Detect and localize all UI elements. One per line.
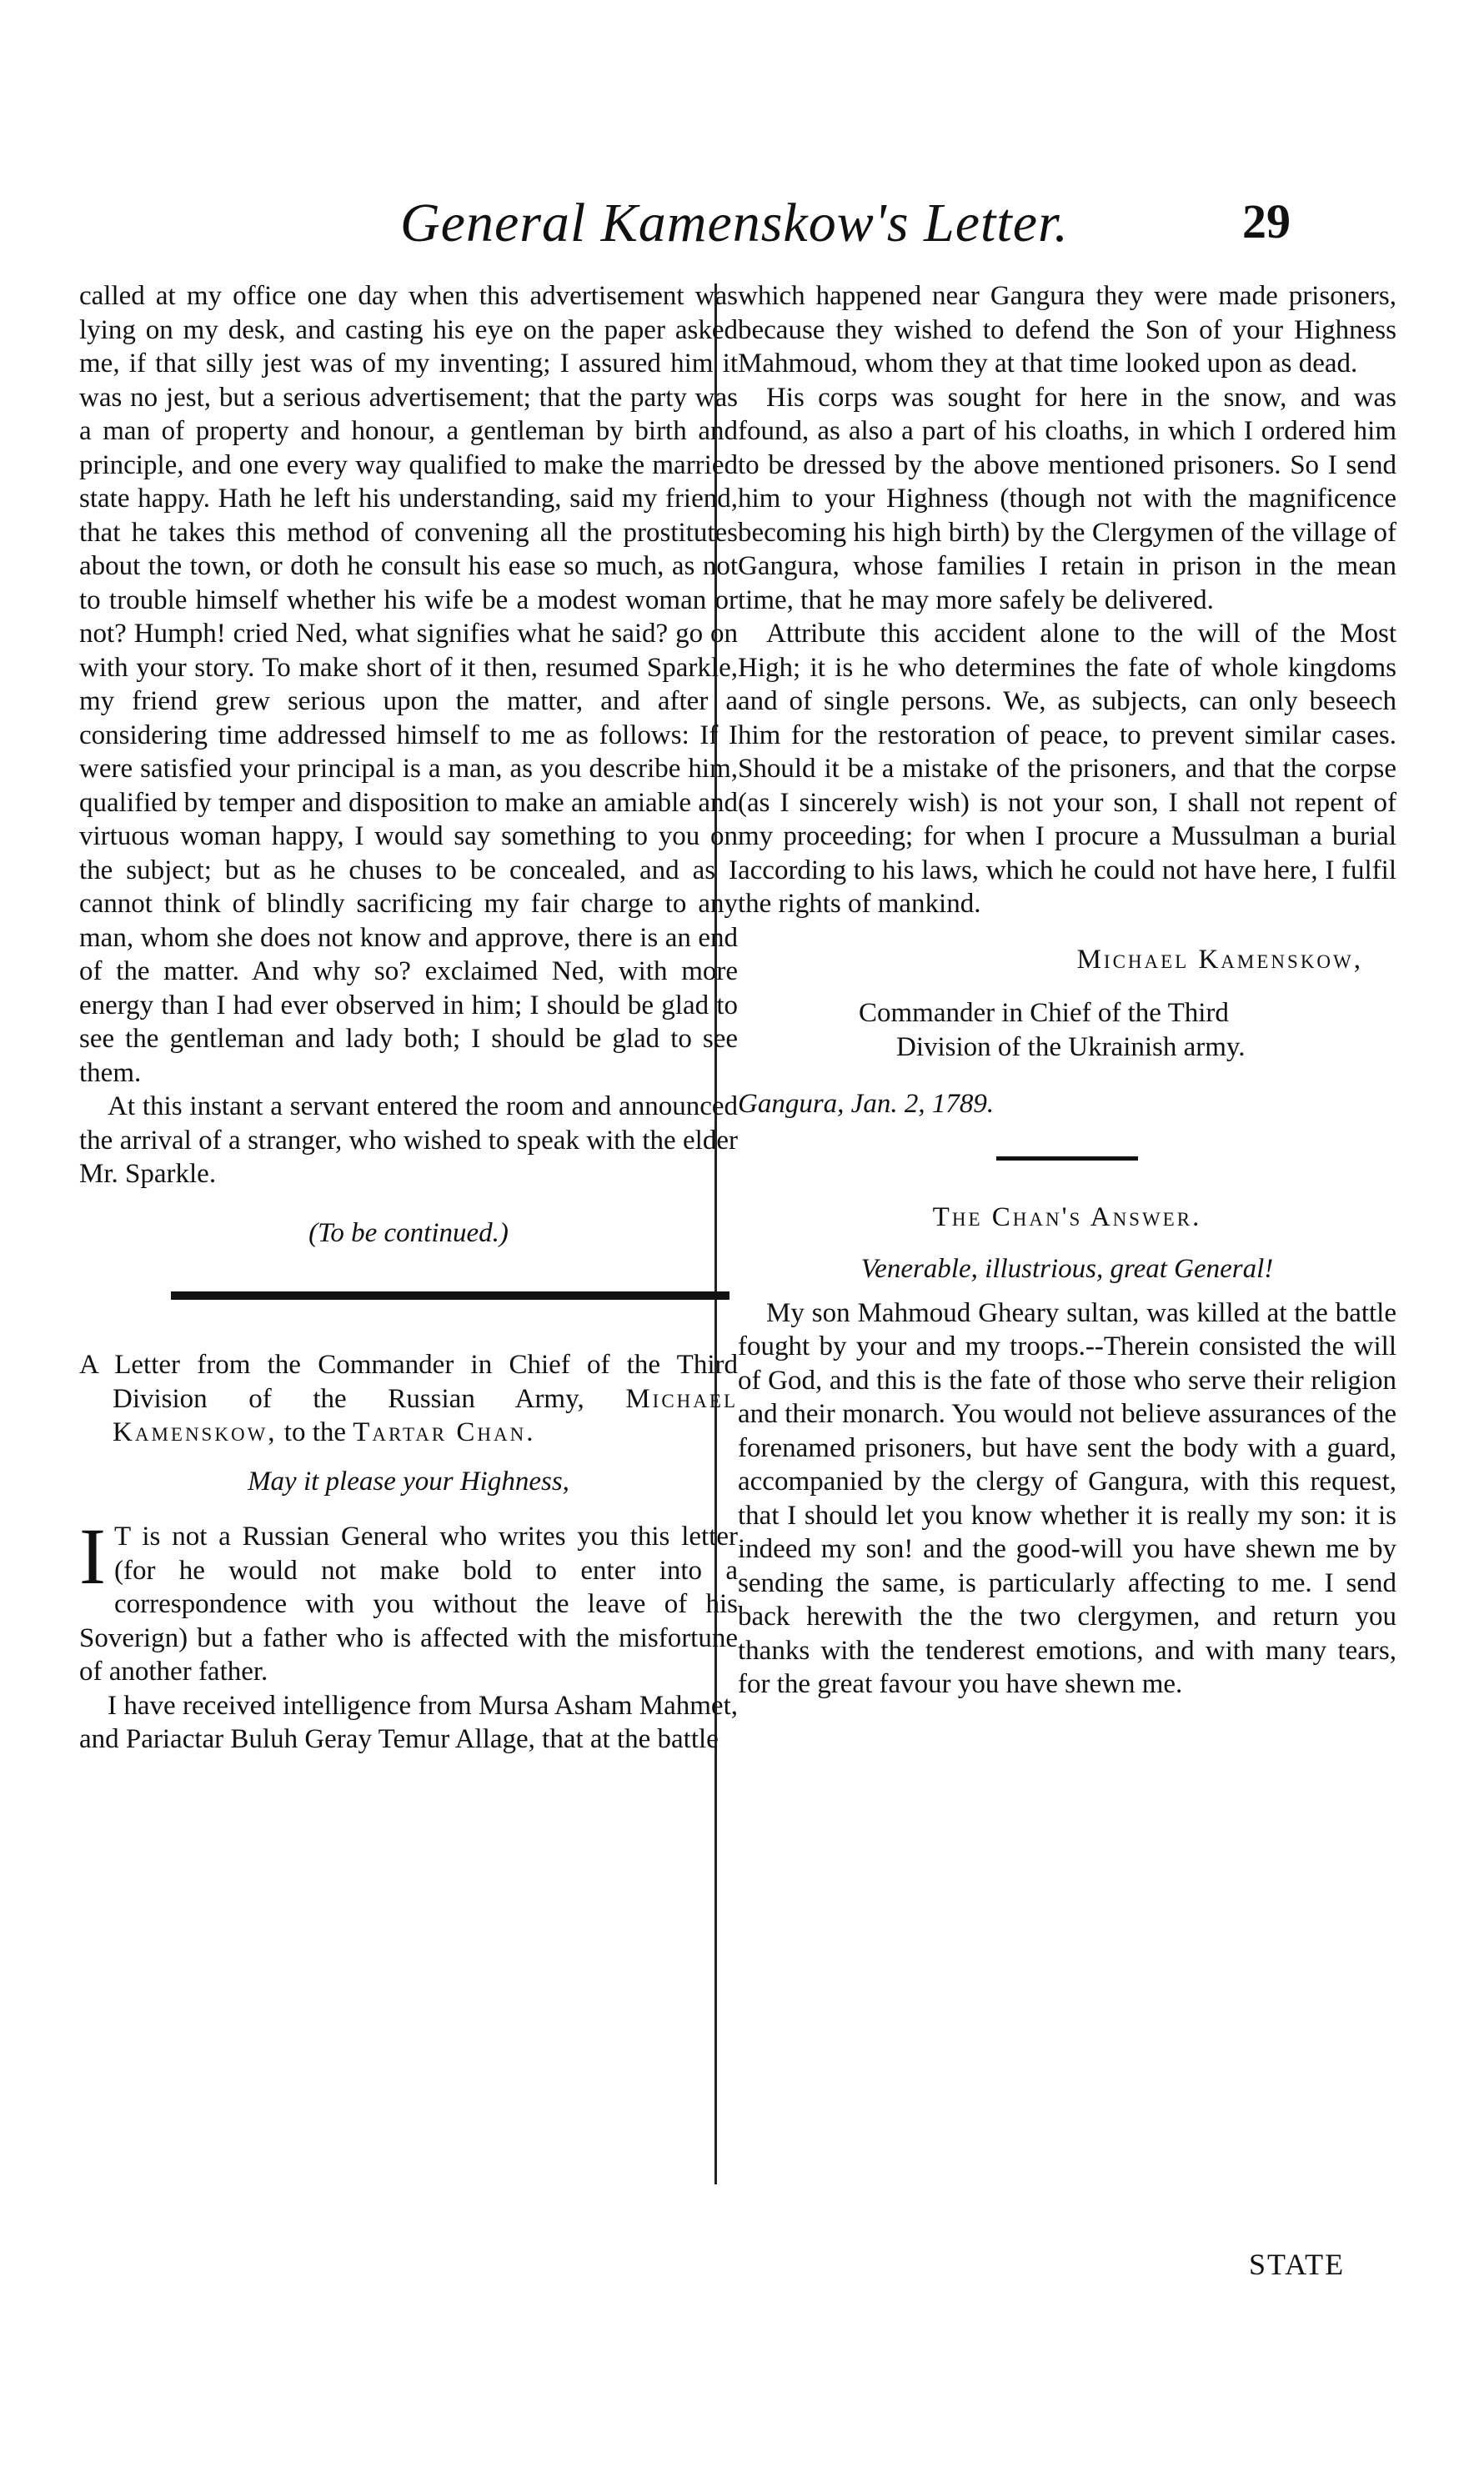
left-column xyxy=(79,279,738,1757)
signature: Michael Kamenskow, xyxy=(1076,944,1363,975)
letter-heading xyxy=(79,1348,738,1450)
page-header xyxy=(0,175,1484,275)
letter-paragraph xyxy=(79,1512,738,1689)
running-title: General Kamenskow's Letter. xyxy=(400,193,1069,253)
letter-paragraph: which happened near Gangura they were made prisoners, because they wished to defend the Son of your Highness Mahmoud, whom they at that time looked upon as dead. xyxy=(738,281,1396,379)
salutation: May it please your Highness, xyxy=(248,1466,569,1497)
dateline: Gangura, Jan. 2, 1789. xyxy=(738,1089,995,1119)
letter-paragraph-1-text: T is not a Russian General who writes you this letter (for he would not make bold to enter into a correspondence with you without the leave of his Soverign) but a father who is affected with the misfortune of another father. xyxy=(79,1522,738,1687)
right-column xyxy=(738,279,1396,1702)
catchword: STATE xyxy=(1249,2248,1346,2281)
letter-heading-mid: to the xyxy=(283,1417,347,1447)
page-number: 29 xyxy=(1242,194,1291,248)
answer-paragraph: My son Mahmoud Gheary sultan, was killed at the battle fought by your and my troops.--Therein consisted the will of God, and this is the fate of those who serve their religion and their monarch. You would not believe assurances of the forenamed prisoners, but have sent the body with a guard, accompanied by the clergy of Gangura, with this request, that I should let you know whether it is really my son: it is indeed my son! and the good-will you have shewn me by sending the same, is particularly affecting to me. I send back herewith the the two clergymen, and return you thanks with the tenderest emotions, and with many tears, for the great favour you have shewn me. xyxy=(738,1297,1396,1699)
letter-heading-recipient: Tartar Chan. xyxy=(353,1417,536,1447)
letter-heading-author: Michael Kamenskow, xyxy=(113,1383,738,1447)
section-rule xyxy=(171,1291,729,1300)
letter-paragraph: His corps was sought for here in the snow, and was found, as also a part of his cloaths, in which I ordered him to be dressed by the above mentioned prisoners. So I send him to your Highness (though not with the magnificence becoming his high birth) by the Clergymen of the village of Gangura, whose families I retain in prison in the mean time, that he may more safely be delivered. xyxy=(738,382,1396,615)
answer-heading: The Chan's Answer. xyxy=(932,1201,1202,1232)
to-be-continued: (To be continued.) xyxy=(308,1217,509,1248)
letter-paragraph: Attribute this accident alone to the will of the Most High; it is he who determines the fate of whole kingdoms and of single persons. We, as subjects, can only beseech him for the restoration of peace, to prevent similar cases. Should it be a mistake of the prisoners, and that the corpse (as I sincerely wish) is not your son, I shall not repent of my proceeding; for when I procure a Mussulman a burial according to his laws, which he could not have here, I fulfil the rights of mankind. xyxy=(738,619,1396,919)
letter-heading-prefix: A Letter from the Commander in Chief of the Third Division of the Russian Army, xyxy=(79,1350,738,1414)
commander-title: Commander in Chief of the Third xyxy=(859,998,1229,1028)
section-rule xyxy=(996,1156,1138,1161)
story-paragraph: called at my office one day when this advertisement was lying on my desk, and casting his eye on the paper asked me, if that silly jest was of my inventing; I assured him it was no jest, but a serious advertisement; that the party was a man of property and honour, a gentleman by birth and principle, and one every way qualified to make the married state happy. Hath he left his understanding, said my friend, that he takes this method of convening all the prostitutes about the town, or doth he consult his ease so much, as not to trouble himself whether his wife be a modest woman or not? Humph! cried Ned, what signifies what he said? go on with your story. To make short of it then, resumed Sparkle, my friend grew serious upon the matter, and after a considering time addressed himself to me as follows: If I were satisfied your principal is a man, as you describe him, qualified by temper and disposition to make an amiable and virtuous woman happy, I would say something to you on the subject; but as he chuses to be concealed, and as I cannot think of blindly sacrificing my fair charge to any man, whom she does not know and approve, there is an end of the matter. And why so? exclaimed Ned, with more energy than I had ever observed in him; I should be glad to see the gentleman and lady both; I should be glad to see them. xyxy=(79,281,738,1088)
letter-paragraph: I have received intelligence from Mursa Asham Mahmet, and Pariactar Buluh Geray Temur Allage, that at the battle xyxy=(79,1690,738,1754)
commander-division: Division of the Ukrainish army. xyxy=(896,1031,1246,1062)
answer-salutation: Venerable, illustrious, great General! xyxy=(860,1254,1274,1284)
story-paragraph: At this instant a servant entered the room and announced the arrival of a stranger, who wished to speak with the elder Mr. Sparkle. xyxy=(79,1091,738,1189)
drop-cap: I xyxy=(79,1512,106,1601)
